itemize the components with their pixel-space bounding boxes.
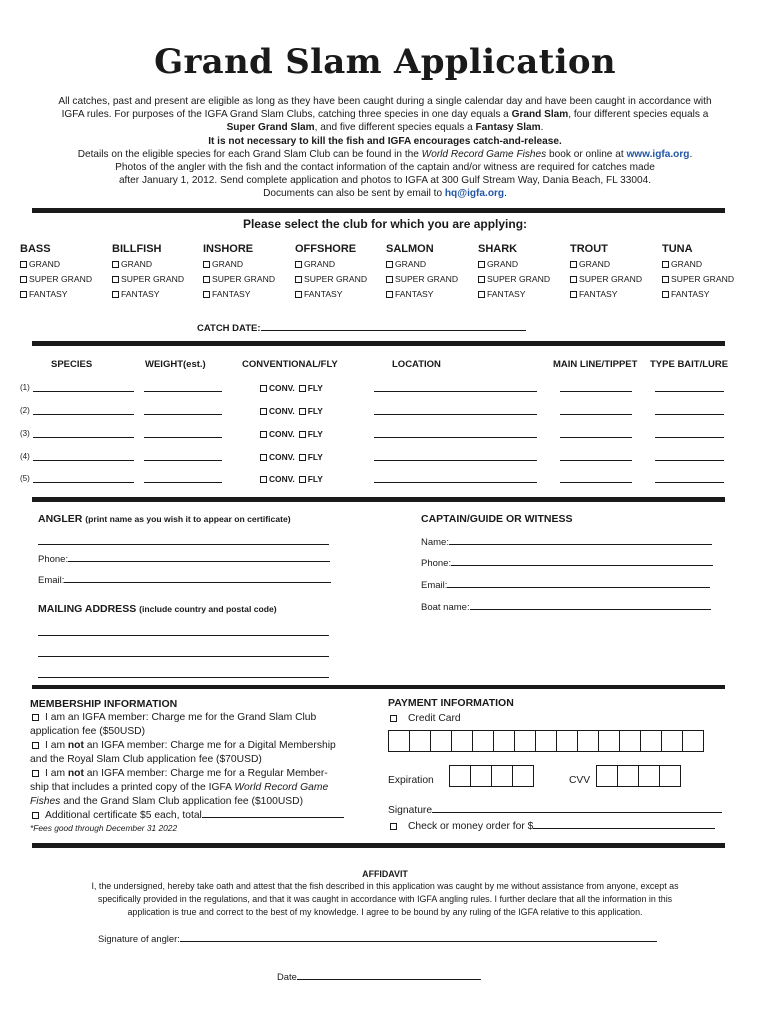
membership-option-certificate[interactable]: Additional certificate $5 each, total (30, 809, 375, 823)
species-input[interactable] (33, 474, 134, 483)
checkbox[interactable] (386, 291, 393, 298)
cvv-digit-box[interactable] (617, 765, 639, 787)
igfa-email-link[interactable]: hq@igfa.org (444, 188, 505, 200)
club-select-heading: Please select the club for which you are applying: (242, 217, 528, 231)
club-option[interactable] (478, 257, 550, 272)
checkbox[interactable] (299, 431, 306, 438)
row-number: (1) (20, 383, 30, 392)
conv-label: CONV. (269, 383, 295, 393)
payment-heading: PAYMENT INFORMATION (388, 697, 514, 709)
section-divider (32, 208, 725, 213)
conv-label: CONV. (269, 429, 295, 439)
conv-fly-options (260, 474, 323, 484)
checkbox[interactable] (260, 454, 267, 461)
mailing-address-heading: MAILING ADDRESS (include country and postal code) (38, 603, 277, 615)
club-column-bass (20, 243, 92, 302)
angler-signature-label: Signature of angler: (98, 933, 180, 944)
club-option-label: FANTASY (212, 289, 251, 299)
catch-row (20, 406, 750, 420)
conv-label: CONV. (269, 406, 295, 416)
club-option[interactable] (112, 257, 184, 272)
club-option-label: GRAND (304, 259, 336, 269)
card-digit-box[interactable] (409, 730, 431, 752)
checkbox[interactable] (570, 291, 577, 298)
club-option[interactable] (112, 272, 184, 287)
conv-fly-options (260, 406, 323, 416)
checkbox[interactable] (299, 408, 306, 415)
expiration-digit-box[interactable] (512, 765, 534, 787)
bait-lure-input[interactable] (655, 429, 724, 438)
captain-name-label: Name: (421, 537, 449, 548)
club-column-tuna (662, 243, 734, 302)
conv-label: CONV. (269, 452, 295, 462)
checkbox[interactable] (386, 276, 393, 283)
angler-heading: ANGLER (print name as you wish it to appear on certificate) (38, 513, 291, 525)
line-tippet-input[interactable] (560, 474, 632, 483)
club-column-trout (570, 243, 642, 302)
conv-fly-options (260, 452, 323, 462)
line-tippet-input[interactable] (560, 429, 632, 438)
catch-row (20, 429, 750, 443)
membership-option-member[interactable]: I am an IGFA member: Charge me for the Grand Slam Club application fee ($50USD) (30, 712, 317, 737)
checkbox[interactable] (299, 454, 306, 461)
weight-input[interactable] (144, 474, 222, 483)
card-digit-box[interactable] (472, 730, 494, 752)
club-option-label: SUPER GRAND (579, 274, 643, 284)
card-digit-box[interactable] (598, 730, 620, 752)
card-digit-box[interactable] (493, 730, 515, 752)
club-option-label: FANTASY (579, 289, 618, 299)
check-option[interactable]: Check or money order for $ (390, 819, 715, 832)
club-option[interactable] (570, 257, 642, 272)
intro-line-2: IGFA rules. For purposes of the IGFA Grand Slam Clubs, catching three species in one day equals a Grand Slam, four different species equals a (61, 109, 709, 121)
payment-signature-field[interactable] (388, 803, 722, 816)
row-number: (2) (20, 406, 30, 415)
species-input[interactable] (33, 452, 134, 461)
club-option-label: GRAND (121, 259, 153, 269)
checkbox[interactable] (386, 261, 393, 268)
club-name: TROUT (570, 243, 608, 255)
checkbox[interactable] (295, 291, 302, 298)
club-option-label: GRAND (395, 259, 427, 269)
club-option[interactable] (386, 272, 458, 287)
captain-email-input[interactable] (447, 579, 710, 588)
location-header: LOCATION (392, 359, 441, 370)
boat-name-label: Boat name: (421, 602, 470, 613)
cvv-digit-box[interactable] (659, 765, 681, 787)
captain-phone-input[interactable] (451, 557, 713, 566)
angler-email-input[interactable] (64, 574, 331, 583)
club-column-inshore (203, 243, 275, 302)
catch-row (20, 452, 750, 466)
catch-row (20, 474, 750, 488)
angler-phone-label: Phone: (38, 554, 69, 565)
fly-label: FLY (307, 429, 323, 439)
club-column-offshore (295, 243, 367, 302)
checkbox[interactable] (260, 431, 267, 438)
club-option[interactable] (20, 272, 92, 287)
club-options (20, 243, 750, 313)
catch-row (20, 383, 750, 397)
checkbox[interactable] (295, 261, 302, 268)
club-option-label: SUPER GRAND (671, 274, 735, 284)
club-option-label: GRAND (579, 259, 611, 269)
club-option[interactable] (570, 272, 642, 287)
club-option-label: GRAND (487, 259, 519, 269)
checkbox[interactable] (32, 812, 39, 819)
payment-signature-label: Signature (388, 805, 433, 816)
weight-input[interactable] (144, 383, 222, 392)
conv-fly-options (260, 383, 323, 393)
checkbox[interactable] (662, 276, 669, 283)
checkbox[interactable] (203, 276, 210, 283)
angler-name-input[interactable] (38, 536, 329, 545)
bait-lure-input[interactable] (655, 383, 724, 392)
checkbox[interactable] (570, 276, 577, 283)
club-option-label: SUPER GRAND (121, 274, 185, 284)
catch-date-field[interactable] (197, 321, 526, 334)
weight-input[interactable] (144, 429, 222, 438)
checkbox[interactable] (20, 291, 27, 298)
checkbox[interactable] (478, 261, 485, 268)
checkbox[interactable] (260, 476, 267, 483)
date-field[interactable] (277, 970, 481, 982)
club-option[interactable] (570, 287, 642, 302)
angler-phone-field[interactable] (38, 553, 330, 565)
checkbox[interactable] (662, 261, 669, 268)
catch-date-input[interactable] (261, 321, 526, 331)
club-option[interactable] (662, 257, 734, 272)
cvv-boxes[interactable] (596, 765, 680, 787)
row-number: (5) (20, 474, 30, 483)
club-name: TUNA (662, 243, 693, 255)
fly-label: FLY (307, 452, 323, 462)
club-option[interactable] (386, 257, 458, 272)
weight-input[interactable] (144, 452, 222, 461)
line-tippet-input[interactable] (560, 406, 632, 415)
club-name: BILLFISH (112, 243, 162, 255)
certificate-total-input[interactable] (202, 809, 344, 818)
species-header: SPECIES (51, 359, 93, 370)
card-digit-box[interactable] (619, 730, 641, 752)
club-name: OFFSHORE (295, 243, 357, 255)
weight-header: WEIGHT(est.) (145, 359, 206, 370)
checkbox[interactable] (32, 742, 39, 749)
club-column-salmon (386, 243, 458, 302)
location-input[interactable] (374, 452, 537, 461)
section-divider (32, 685, 725, 689)
species-input[interactable] (33, 383, 134, 392)
credit-card-number-boxes[interactable] (388, 730, 703, 752)
club-option[interactable] (662, 287, 734, 302)
club-option-label: GRAND (212, 259, 244, 269)
club-option[interactable] (295, 272, 367, 287)
checkbox[interactable] (20, 276, 27, 283)
fly-label: FLY (307, 474, 323, 484)
credit-card-option[interactable]: Credit Card (390, 713, 461, 724)
checkbox[interactable] (299, 385, 306, 392)
location-input[interactable] (374, 474, 537, 483)
intro-line-5: Details on the eligible species for each Grand Slam Club can be found in the World Record Game Fishes book or online at www.igfa.org. (77, 148, 693, 160)
mailing-address-line-3[interactable] (38, 669, 329, 678)
club-option[interactable] (295, 257, 367, 272)
club-option-label: GRAND (29, 259, 61, 269)
species-input[interactable] (33, 406, 134, 415)
expiration-digit-box[interactable] (491, 765, 513, 787)
bait-lure-input[interactable] (655, 452, 724, 461)
checkbox[interactable] (662, 291, 669, 298)
club-name: BASS (20, 243, 51, 255)
page-title: Grand Slam Application (154, 42, 616, 82)
mailing-address-line-1[interactable] (38, 627, 329, 636)
club-option[interactable] (386, 287, 458, 302)
card-digit-box[interactable] (556, 730, 578, 752)
affidavit-heading: AFFIDAVIT (362, 869, 408, 879)
location-input[interactable] (374, 383, 537, 392)
club-option-label: SUPER GRAND (395, 274, 459, 284)
conv-fly-header: CONVENTIONAL/FLY (242, 359, 338, 370)
line-tippet-input[interactable] (560, 452, 632, 461)
club-option[interactable] (20, 287, 92, 302)
captain-phone-label: Phone: (421, 558, 452, 569)
club-option[interactable] (203, 287, 275, 302)
intro-line-3: Super Grand Slam, and five different species equals a Fantasy Slam. (226, 122, 544, 134)
checkbox[interactable] (112, 261, 119, 268)
section-divider (32, 497, 725, 502)
club-name: INSHORE (203, 243, 254, 255)
cvv-digit-box[interactable] (638, 765, 660, 787)
cvv-digit-box[interactable] (596, 765, 618, 787)
angler-signature-input[interactable] (180, 932, 657, 942)
checkbox[interactable] (260, 385, 267, 392)
angler-email-field[interactable] (38, 574, 331, 586)
card-digit-box[interactable] (451, 730, 473, 752)
checkbox[interactable] (32, 770, 39, 777)
weight-input[interactable] (144, 406, 222, 415)
club-column-shark (478, 243, 550, 302)
checkbox[interactable] (112, 291, 119, 298)
captain-email-label: Email: (421, 580, 448, 591)
membership-heading: MEMBERSHIP INFORMATION (30, 698, 178, 710)
expiration-label: Expiration (388, 775, 434, 786)
section-divider (32, 843, 725, 848)
club-name: SHARK (478, 243, 518, 255)
club-option-label: FANTASY (395, 289, 434, 299)
club-option-label: SUPER GRAND (212, 274, 276, 284)
card-digit-box[interactable] (388, 730, 410, 752)
date-input[interactable] (297, 970, 481, 980)
angler-email-label: Email: (38, 575, 65, 586)
species-input[interactable] (33, 429, 134, 438)
expiration-digit-box[interactable] (470, 765, 492, 787)
row-number: (3) (20, 429, 30, 438)
club-option-label: SUPER GRAND (304, 274, 368, 284)
checkbox[interactable] (570, 261, 577, 268)
intro-text (28, 95, 742, 201)
angler-signature-field[interactable] (98, 932, 657, 944)
mailing-address-line-2[interactable] (38, 648, 329, 657)
conv-fly-options (260, 429, 323, 439)
membership-section (30, 697, 375, 833)
club-option-label: FANTASY (487, 289, 526, 299)
checkbox[interactable] (390, 823, 397, 830)
boat-name-field[interactable] (421, 601, 711, 613)
captain-name-input[interactable] (449, 536, 712, 545)
intro-line-6: Photos of the angler with the fish and the contact information of the captain and/or witness are required for catches made (115, 162, 655, 174)
row-number: (4) (20, 452, 30, 461)
card-digit-box[interactable] (640, 730, 662, 752)
line-tippet-input[interactable] (560, 383, 632, 392)
membership-option-regular[interactable]: I am not an IGFA member: Charge me for a Regular Member- ship that includes a printed copy of the IGFA World Record Game Fishes and the Grand Slam Club application fee ($100USD) (30, 768, 329, 807)
club-option-label: SUPER GRAND (29, 274, 93, 284)
club-option-label: FANTASY (121, 289, 160, 299)
club-option[interactable] (478, 287, 550, 302)
catch-date-label: CATCH DATE: (197, 323, 261, 334)
angler-phone-input[interactable] (68, 553, 330, 562)
bait-lure-input[interactable] (655, 406, 724, 415)
club-name: SALMON (386, 243, 434, 255)
boat-name-input[interactable] (470, 601, 711, 610)
card-digit-box[interactable] (661, 730, 683, 752)
intro-line-1: All catches, past and present are eligible as long as they have been caught during a single calendar day and have been caught in accordance with (58, 96, 712, 107)
club-option[interactable] (662, 272, 734, 287)
captain-email-field[interactable] (421, 579, 710, 591)
club-option[interactable] (20, 257, 92, 272)
membership-option-digital[interactable]: I am not an IGFA member: Charge me for a Digital Membership and the Royal Slam Club application fee ($70USD) (30, 740, 336, 765)
igfa-website-link[interactable]: www.igfa.org (626, 148, 690, 160)
captain-heading: CAPTAIN/GUIDE OR WITNESS (421, 513, 573, 525)
fees-note: *Fees good through December 31 2022 (30, 823, 178, 833)
line-tippet-header: MAIN LINE/TIPPET (553, 359, 638, 370)
location-input[interactable] (374, 429, 537, 438)
bait-lure-input[interactable] (655, 474, 724, 483)
date-label: Date (277, 971, 297, 982)
intro-line-7: after January 1, 2012. Send complete application and photos to IGFA at 300 Gulf Stream Way, Dania Beach, FL 33004. (118, 175, 652, 187)
checkbox[interactable] (390, 715, 397, 722)
club-column-billfish (112, 243, 184, 302)
card-digit-box[interactable] (535, 730, 557, 752)
checkbox[interactable] (478, 291, 485, 298)
checkbox[interactable] (260, 408, 267, 415)
card-digit-box[interactable] (514, 730, 536, 752)
payment-signature-input[interactable] (432, 803, 722, 813)
card-digit-box[interactable] (430, 730, 452, 752)
club-option-label: FANTASY (29, 289, 68, 299)
fly-label: FLY (307, 406, 323, 416)
checkbox[interactable] (32, 714, 39, 721)
captain-name-field[interactable] (421, 536, 712, 548)
club-option[interactable] (203, 257, 275, 272)
intro-line-4: It is not necessary to kill the fish and IGFA encourages catch-and-release. (208, 135, 562, 147)
expiration-boxes[interactable] (449, 765, 533, 787)
check-amount-input[interactable] (533, 819, 715, 829)
club-option-label: SUPER GRAND (487, 274, 551, 284)
bait-lure-header: TYPE BAIT/LURE (650, 359, 729, 370)
card-digit-box[interactable] (577, 730, 599, 752)
intro-line-8: Documents can also be sent by email to hq@igfa.org. (263, 188, 507, 200)
checkbox[interactable] (203, 291, 210, 298)
club-option-label: GRAND (671, 259, 703, 269)
fly-label: FLY (307, 383, 323, 393)
club-option[interactable] (478, 272, 550, 287)
club-option[interactable] (112, 287, 184, 302)
checkbox[interactable] (203, 261, 210, 268)
checkbox[interactable] (478, 276, 485, 283)
checkbox[interactable] (299, 476, 306, 483)
checkbox[interactable] (112, 276, 119, 283)
club-option-label: FANTASY (671, 289, 710, 299)
club-option[interactable] (203, 272, 275, 287)
conv-label: CONV. (269, 474, 295, 484)
card-digit-box[interactable] (682, 730, 704, 752)
cvv-label: CVV (569, 775, 591, 786)
checkbox[interactable] (20, 261, 27, 268)
section-divider (32, 341, 725, 346)
club-option-label: FANTASY (304, 289, 343, 299)
expiration-digit-box[interactable] (449, 765, 471, 787)
club-option[interactable] (295, 287, 367, 302)
affidavit-text: I, the undersigned, hereby take oath and attest that the fish described in this application was caught by me without assistance from anyone, except as specifically provided in the regulations, and that it was caught in accordance with IGFA angling rules. I further declare that all the information in this application is true and correct to the best of my knowledge. I agree to be bound by any ruling of the IGFA relative to this application. (91, 881, 679, 917)
location-input[interactable] (374, 406, 537, 415)
captain-phone-field[interactable] (421, 557, 713, 569)
checkbox[interactable] (295, 276, 302, 283)
